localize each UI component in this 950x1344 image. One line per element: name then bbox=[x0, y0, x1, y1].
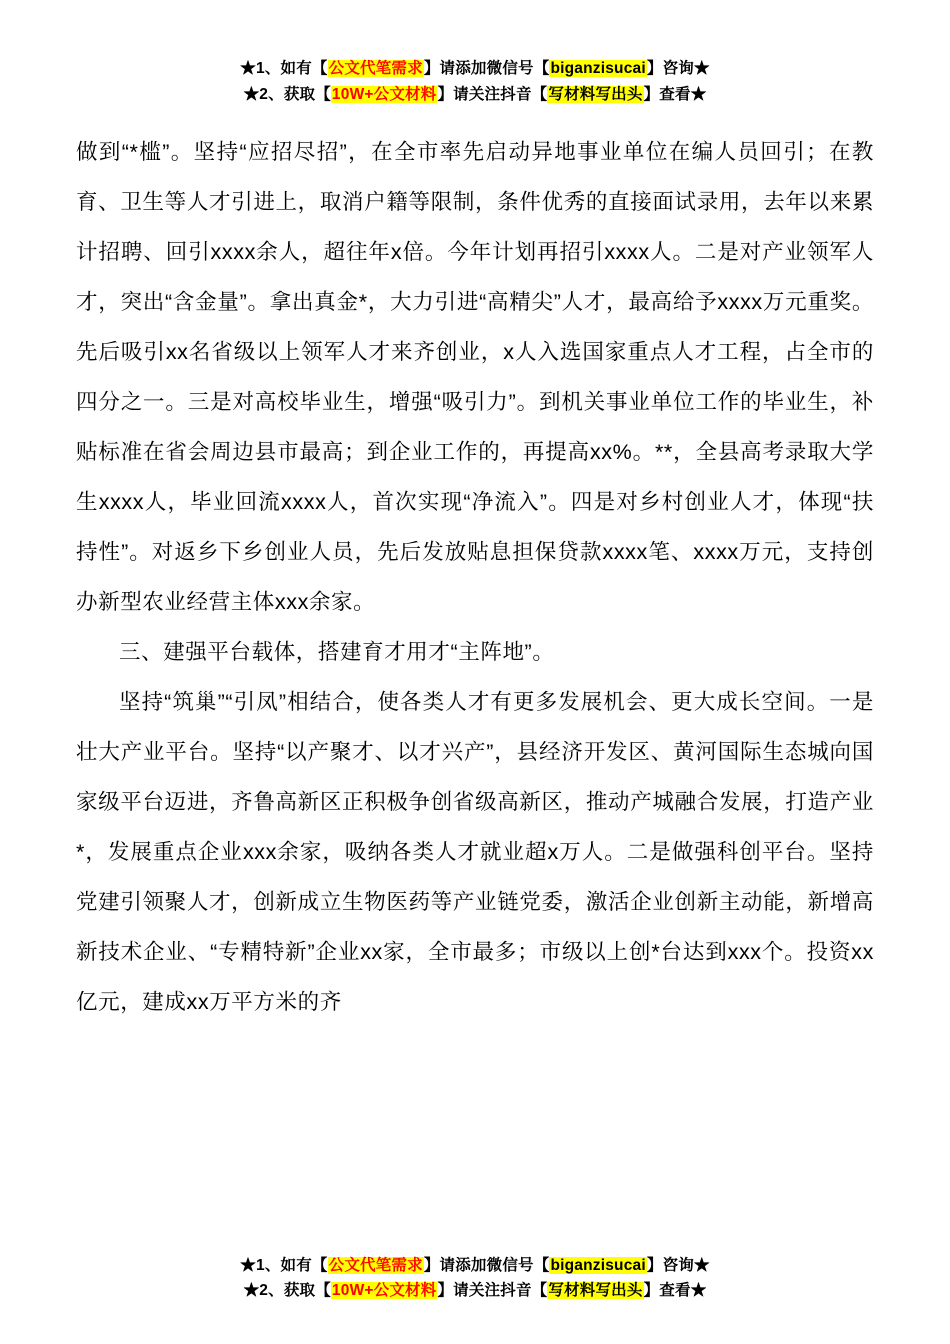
promo-top-line-1-bracket-open: 【 bbox=[311, 60, 328, 77]
promo-bottom-line-2-prefix: 2、获取 bbox=[259, 1282, 316, 1300]
paragraph-3: 坚持“筑巢”“引凤”相结合，使各类人才有更多发展机会、更大成长空间。一是壮大产业平台。坚持“以产聚才、以才兴产”，县经济开发区、黄河国际生态城向国家级平台迈进，齐鲁高新区正积极争创省级高新区，推动产城融合发展，打造产业*，发展重点企业xxx余家，吸纳各类人才就业超x万人。二是做强科创平台。坚持党建引领聚人才，创新成立生物医药等产业链党委，激活企业创新主动能，新增高新技术企业、“专精特新”企业xx家，全市最多；市级以上创*台达到xxx个。投资xx亿元，建成xx万平方米的齐 bbox=[76, 690, 874, 1015]
promo-bottom-line-1-middle: 请添加微信号 bbox=[439, 1256, 534, 1274]
document-body bbox=[76, 121, 874, 1243]
promo-banner-bottom bbox=[76, 1253, 874, 1304]
star-right-icon: ★ bbox=[693, 60, 710, 77]
promo-top-line-2-bracket-close2: 】 bbox=[643, 85, 660, 103]
promo-bottom-line-1-prefix: 1、如有 bbox=[256, 1256, 312, 1274]
promo-bottom-line-1-wechat-id: biganzisucai bbox=[550, 1256, 646, 1274]
star-left-icon: ★ bbox=[243, 85, 260, 103]
promo-top-line-2-douyin-id: 写材料写出头 bbox=[548, 85, 643, 103]
promo-bottom-line-1 bbox=[76, 1253, 874, 1279]
promo-top-line-1-bracket-close: 】 bbox=[423, 60, 440, 77]
promo-bottom-line-1-bracket-close2: 】 bbox=[646, 1256, 663, 1274]
promo-bottom-line-1-highlight-red: 公文代笔需求 bbox=[328, 1256, 423, 1274]
promo-top-line-2-bracket-close: 】 bbox=[437, 85, 454, 103]
promo-bottom-line-2-middle: 请关注抖音 bbox=[453, 1282, 532, 1300]
promo-top-line-2-middle: 请关注抖音 bbox=[453, 85, 532, 103]
promo-bottom-line-2-suffix: 查看 bbox=[659, 1282, 691, 1300]
promo-top-line-1-wechat-id: biganzisucai bbox=[550, 60, 646, 77]
star-right-icon: ★ bbox=[693, 1256, 710, 1274]
promo-top-line-2-highlight-red: 10W+公文材料 bbox=[331, 85, 437, 103]
promo-bottom-line-1-bracket-close: 】 bbox=[423, 1256, 440, 1274]
star-left-icon: ★ bbox=[240, 60, 256, 77]
promo-bottom-line-2-highlight-red: 10W+公文材料 bbox=[331, 1282, 437, 1300]
promo-top-line-1-middle: 请添加微信号 bbox=[439, 60, 534, 77]
promo-bottom-line-1-bracket-open2: 【 bbox=[533, 1256, 550, 1274]
promo-banner-top bbox=[76, 56, 874, 107]
promo-bottom-line-1-bracket-open: 【 bbox=[311, 1256, 328, 1274]
promo-top-line-2 bbox=[76, 82, 874, 108]
promo-top-line-1-suffix: 咨询 bbox=[662, 60, 694, 77]
promo-top-line-2-prefix: 2、获取 bbox=[259, 85, 316, 103]
promo-bottom-line-2-bracket-open: 【 bbox=[315, 1282, 331, 1300]
promo-top-line-2-bracket-open: 【 bbox=[315, 85, 331, 103]
promo-bottom-line-2-bracket-open2: 【 bbox=[531, 1282, 548, 1300]
promo-bottom-line-2-bracket-close: 】 bbox=[437, 1282, 454, 1300]
promo-top-line-1-bracket-open2: 【 bbox=[533, 60, 550, 77]
promo-top-line-1-prefix: 1、如有 bbox=[256, 60, 312, 77]
promo-top-line-1 bbox=[76, 56, 874, 82]
promo-top-line-1-highlight-red: 公文代笔需求 bbox=[328, 60, 423, 77]
paragraph-2-heading: 三、建强平台载体，搭建育才用才“主阵地”。 bbox=[119, 640, 555, 665]
promo-bottom-line-2-bracket-close2: 】 bbox=[643, 1282, 660, 1300]
promo-bottom-line-2-douyin-id: 写材料写出头 bbox=[548, 1282, 643, 1300]
star-left-icon: ★ bbox=[240, 1256, 256, 1274]
star-right-icon: ★ bbox=[690, 85, 707, 103]
promo-bottom-line-1-suffix: 咨询 bbox=[662, 1256, 694, 1274]
star-left-icon: ★ bbox=[243, 1282, 260, 1300]
star-right-icon: ★ bbox=[690, 1282, 707, 1300]
paragraph-1: 做到“*槛”。坚持“应招尽招”，在全市率先启动异地事业单位在编人员回引；在教育、卫生等人才引进上，取消户籍等限制，条件优秀的直接面试录用，去年以来累计招聘、回引xxxx余人，超往年x倍。今年计划再招引xxxx人。二是对产业领军人才，突出“含金量”。拿出真金*，大力引进“高精尖”人才，最高给予xxxx万元重奖。先后吸引xx名省级以上领军人才来齐创业，x人入选国家重点人才工程，占全市的四分之一。三是对高校毕业生，增强“吸引力”。到机关事业单位工作的毕业生，补贴标准在省会周边县市最高；到企业工作的，再提高xx%。**，全县高考录取大学生xxxx人，毕业回流xxxx人，首次实现“净流入”。四是对乡村创业人才，体现“扶持性”。对返乡下乡创业人员，先后发放贴息担保贷款xxxx笔、xxxx万元，支持创办新型农业经营主体xxx余家。 bbox=[76, 140, 874, 615]
promo-bottom-line-2 bbox=[76, 1278, 874, 1304]
promo-top-line-2-bracket-open2: 【 bbox=[531, 85, 548, 103]
promo-top-line-2-suffix: 查看 bbox=[659, 85, 691, 103]
promo-top-line-1-bracket-close2: 】 bbox=[646, 60, 663, 77]
